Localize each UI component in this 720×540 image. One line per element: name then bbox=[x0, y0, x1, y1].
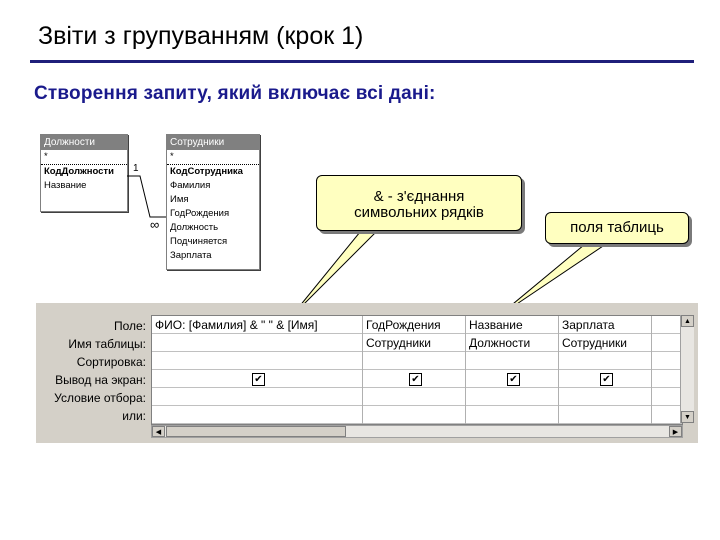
show-checkbox[interactable]: ✔ bbox=[600, 373, 613, 386]
field-item[interactable]: Название bbox=[44, 180, 87, 191]
field-item[interactable]: ГодРождения bbox=[170, 208, 230, 219]
table-cell[interactable] bbox=[652, 334, 683, 352]
show-cell[interactable] bbox=[559, 370, 651, 388]
field-item[interactable]: Фамилия bbox=[170, 180, 211, 191]
show-checkbox[interactable]: ✔ bbox=[252, 373, 265, 386]
criteria-cell[interactable] bbox=[466, 388, 558, 406]
query-design-grid bbox=[36, 303, 698, 443]
or-cell[interactable] bbox=[652, 406, 683, 424]
field-item[interactable]: * bbox=[41, 150, 127, 165]
up-arrow-icon[interactable]: ▲ bbox=[681, 315, 694, 327]
sort-cell[interactable] bbox=[559, 352, 651, 370]
show-checkbox[interactable]: ✔ bbox=[409, 373, 422, 386]
grid-column bbox=[652, 316, 683, 424]
field-cell[interactable]: Название bbox=[466, 316, 558, 334]
show-cell[interactable] bbox=[466, 370, 558, 388]
field-cell[interactable]: ГодРождения bbox=[363, 316, 465, 334]
grid-column bbox=[152, 316, 363, 424]
title-divider bbox=[30, 60, 694, 63]
table-cell[interactable]: Сотрудники bbox=[363, 334, 465, 352]
relationship-line bbox=[127, 176, 166, 217]
grid-column bbox=[363, 316, 466, 424]
table-window-employees[interactable] bbox=[166, 134, 260, 270]
table-cell[interactable]: Должности bbox=[466, 334, 558, 352]
row-label-show: Вывод на экран: bbox=[55, 373, 146, 387]
row-label-table: Имя таблицы: bbox=[68, 337, 146, 351]
criteria-cell[interactable] bbox=[652, 388, 683, 406]
field-item[interactable]: Подчиняется bbox=[170, 236, 228, 247]
grid-columns bbox=[151, 315, 683, 425]
right-arrow-icon[interactable]: ▶ bbox=[669, 426, 682, 437]
or-cell[interactable] bbox=[363, 406, 465, 424]
grid-row-labels bbox=[36, 317, 146, 425]
table-cell[interactable]: Сотрудники bbox=[559, 334, 651, 352]
sort-cell[interactable] bbox=[152, 352, 362, 370]
relation-one-label: 1 bbox=[133, 163, 139, 174]
table-cell[interactable] bbox=[152, 334, 362, 352]
table-window-positions[interactable] bbox=[40, 134, 128, 212]
slide-subtitle: Створення запиту, який включає всі дані: bbox=[34, 83, 436, 104]
sort-cell[interactable] bbox=[363, 352, 465, 370]
field-item[interactable]: Должность bbox=[170, 222, 219, 233]
or-cell[interactable] bbox=[559, 406, 651, 424]
callout-fields bbox=[545, 212, 689, 244]
criteria-cell[interactable] bbox=[152, 388, 362, 406]
relation-many-label: ∞ bbox=[150, 217, 160, 232]
left-arrow-icon[interactable]: ◀ bbox=[152, 426, 165, 437]
field-item[interactable]: Имя bbox=[170, 194, 189, 205]
sort-cell[interactable] bbox=[466, 352, 558, 370]
row-label-criteria: Условие отбора: bbox=[54, 391, 146, 405]
vertical-scrollbar[interactable] bbox=[680, 315, 694, 423]
horizontal-scrollbar[interactable] bbox=[151, 425, 683, 438]
grid-column bbox=[466, 316, 559, 424]
show-cell[interactable] bbox=[652, 370, 683, 388]
row-label-sort: Сортировка: bbox=[76, 355, 146, 369]
field-item[interactable]: КодДолжности bbox=[44, 166, 114, 177]
callout-fields-text: поля таблиць bbox=[570, 219, 664, 236]
or-cell[interactable] bbox=[466, 406, 558, 424]
criteria-cell[interactable] bbox=[559, 388, 651, 406]
show-checkbox[interactable]: ✔ bbox=[507, 373, 520, 386]
field-cell[interactable]: ФИО: [Фамилия] & " " & [Имя] bbox=[152, 316, 362, 334]
row-label-or: или: bbox=[122, 409, 146, 423]
field-item[interactable]: Зарплата bbox=[170, 250, 212, 261]
sort-cell[interactable] bbox=[652, 352, 683, 370]
slide-title: Звіти з групуванням (крок 1) bbox=[38, 22, 364, 50]
table-title[interactable]: Должности bbox=[41, 135, 127, 150]
field-item[interactable]: КодСотрудника bbox=[170, 166, 243, 177]
show-cell[interactable] bbox=[363, 370, 465, 388]
field-cell[interactable]: Зарплата bbox=[559, 316, 651, 334]
down-arrow-icon[interactable]: ▼ bbox=[681, 411, 694, 423]
grid-column bbox=[559, 316, 652, 424]
table-title[interactable]: Сотрудники bbox=[167, 135, 259, 150]
field-item[interactable]: * bbox=[167, 150, 259, 165]
or-cell[interactable] bbox=[152, 406, 362, 424]
criteria-cell[interactable] bbox=[363, 388, 465, 406]
callout-concat-text: & - з'єднання символьних рядків bbox=[354, 188, 484, 221]
show-cell[interactable] bbox=[152, 370, 362, 388]
row-label-field: Поле: bbox=[113, 319, 146, 333]
scroll-thumb[interactable] bbox=[166, 426, 346, 437]
field-cell[interactable] bbox=[652, 316, 683, 334]
callout-concat bbox=[316, 175, 522, 231]
